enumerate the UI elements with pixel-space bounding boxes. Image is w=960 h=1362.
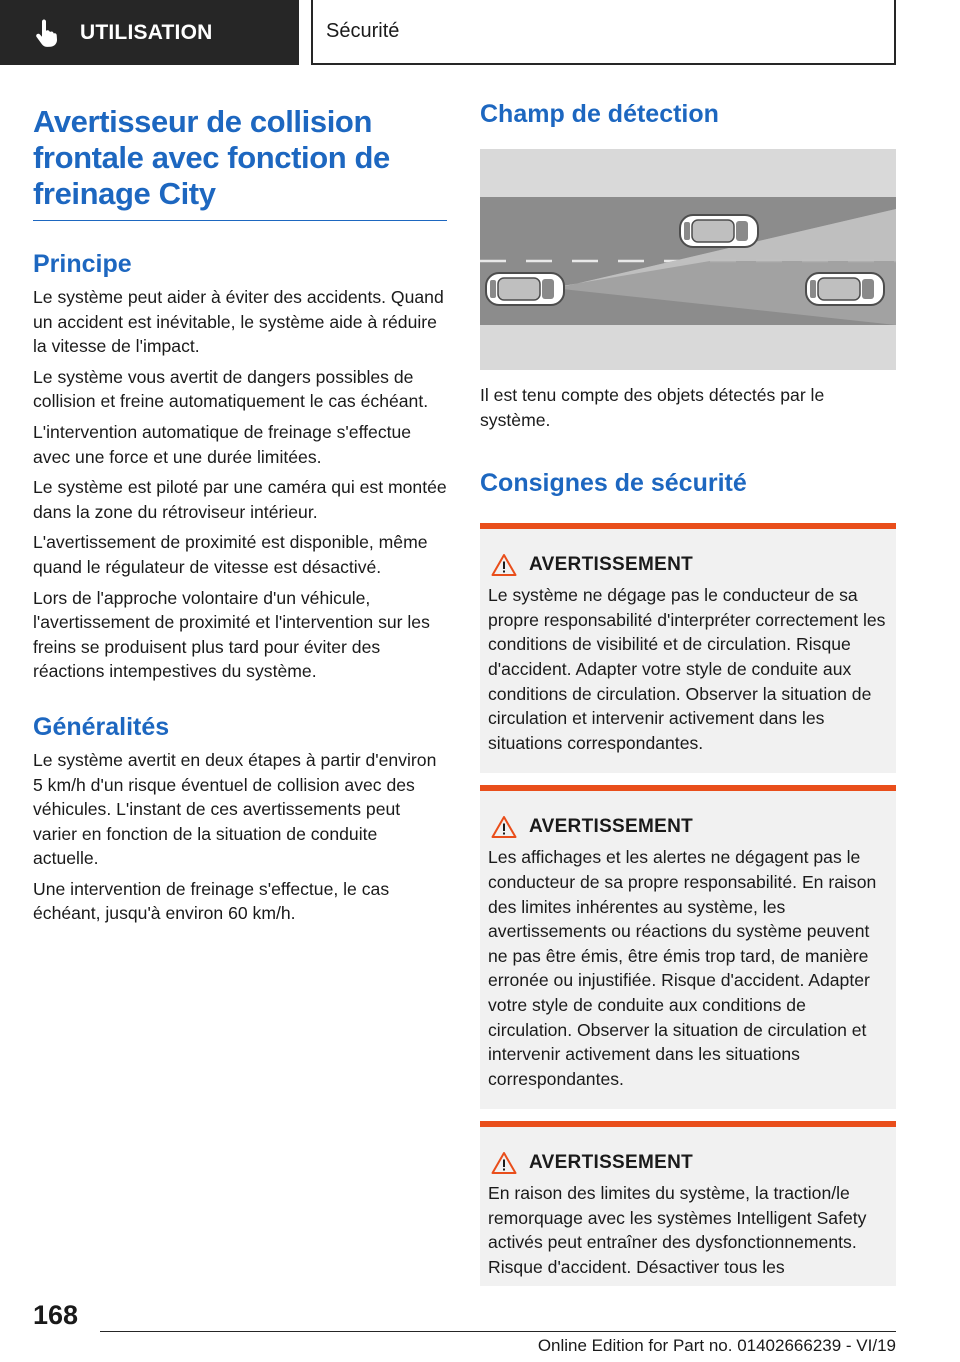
warning-triangle-icon	[491, 1151, 517, 1175]
car-ahead-icon	[680, 215, 758, 247]
generalites-paragraph: Le système avertit en deux étapes à partir d'environ 5 km/h d'un risque éventuel de collision avec des véhicules. L'instant de ces avertissements peut varier en fonction de la situation de conduite actuelle.	[33, 749, 437, 869]
page-title: Avertisseur de collision frontale avec fonction de freinage City	[33, 104, 390, 211]
principe-paragraph: L'intervention automatique de freinage s'effectue avec une force et une durée limitées.	[33, 421, 412, 467]
warning-triangle-icon	[491, 553, 517, 577]
champ-heading: Champ de détection	[480, 100, 719, 128]
warning-title: AVERTISSEMENT	[529, 1152, 694, 1174]
warning-header	[488, 815, 888, 839]
warning-text: En raison des limites du système, la traction/le remorquage avec les systèmes Intelligent Safety activés peut entraîner des dysfonctionnements. Risque d'accident. Désactiver tous les	[488, 1183, 867, 1278]
title-divider	[33, 220, 447, 221]
principe-paragraph: L'avertissement de proximité est disponible, même quand le régulateur de vitesse est désactivé.	[33, 532, 428, 577]
principe-paragraph: Lors de l'approche volontaire d'un véhicule, l'avertissement de proximité et l'intervention sur les freins se produisent plus tard pour éviter des réactions intempestives du système.	[33, 587, 430, 682]
consignes-heading: Consignes de sécurité	[480, 469, 747, 498]
detected-car-icon	[806, 273, 884, 305]
principe-paragraph: Le système est piloté par une caméra qui est montée dans la zone du rétroviseur intérieur.	[33, 477, 447, 522]
footer-edition: Online Edition for Part no. 01402666239 - VI/19	[537, 1336, 896, 1355]
warning-title: AVERTISSEMENT	[529, 816, 694, 838]
figure-caption: Il est tenu compte des objets détectés par le système.	[480, 385, 825, 430]
section-label: UTILISATION	[80, 20, 213, 44]
page-number: 168	[33, 1300, 79, 1330]
left-column	[33, 104, 447, 932]
generalites-paragraph: Une intervention de freinage s'effectue, le cas échéant, jusqu'à environ 60 km/h.	[33, 878, 390, 924]
header-section-tab	[0, 0, 299, 65]
principe-paragraph: Le système peut aider à éviter des accidents. Quand un accident est inévitable, le système aide à réduire la vitesse de l'impact.	[33, 287, 444, 357]
warning-triangle-icon	[491, 815, 517, 839]
footer-divider	[100, 1331, 896, 1332]
warning-box	[480, 523, 896, 773]
warning-box	[480, 785, 896, 1109]
detection-field-illustration	[480, 149, 896, 370]
road-diagram	[480, 149, 896, 370]
warning-text: Le système ne dégage pas le conducteur de sa propre responsabilité d'interpréter correctement les conditions de visibilité et de circulation. Risque d'accident. Adapter votre style de conduite aux conditions de circulation. Observer la situation de circulation et intervenir activement dans les situations correspondantes.	[488, 585, 886, 753]
right-column	[480, 99, 896, 1286]
hand-pointer-icon	[32, 18, 62, 48]
chapter-label: Sécurité	[326, 20, 400, 42]
own-car-icon	[486, 273, 564, 305]
warning-box	[480, 1121, 896, 1285]
principe-heading: Principe	[33, 250, 132, 278]
warning-header	[488, 1151, 888, 1175]
principe-paragraph: Le système vous avertit de dangers possibles de collision et freine automatiquement le cas échéant.	[33, 366, 429, 412]
generalites-heading: Généralités	[33, 712, 170, 741]
warning-header	[488, 553, 888, 577]
warning-text: Les affichages et les alertes ne dégagent pas le conducteur de sa propre responsabilité. En raison des limites inhérentes au système, les avertissements ou réactions du système peuvent ne pas être émis, être émis trop tard, de manière erronée ou injustifiée. Risque d'accident. Adapter votre style de conduite aux conditions de circulation. Observer la situation de circulation et intervenir activement dans les situations correspondantes.	[488, 847, 877, 1089]
warning-title: AVERTISSEMENT	[529, 554, 694, 576]
header-chapter-box	[311, 0, 896, 65]
